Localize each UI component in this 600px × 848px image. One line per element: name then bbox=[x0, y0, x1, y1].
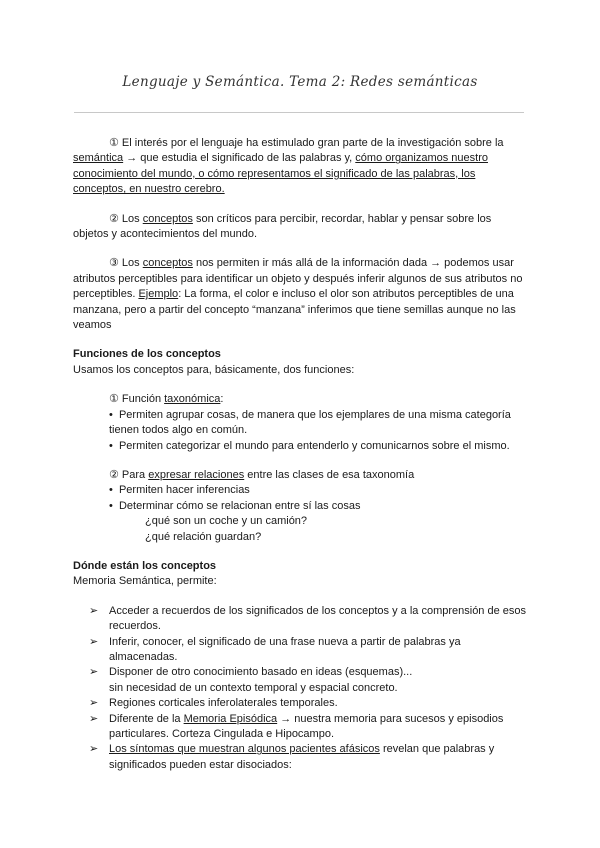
underlined-phrase: Los síntomas que muestran algunos pacientes afásicos bbox=[109, 743, 380, 756]
underlined-phrase: cómo organizamos nuestro conocimiento del mundo, o cómo representamos el significado de las palabras, los conceptos, en nuestro cerebro. bbox=[73, 152, 488, 196]
term-conceptos: conceptos bbox=[142, 212, 193, 225]
list-item: ➢ Los síntomas que muestran algunos pacientes afásicos revelan que palabras y significados pueden estar disociados: bbox=[89, 743, 495, 771]
label-ejemplo: Ejemplo bbox=[138, 288, 179, 301]
funcion-relaciones: ② Para expresar relaciones entre las clases de esa taxonomía bbox=[109, 468, 415, 481]
list-item: • Determinar cómo se relacionan entre sí las cosas bbox=[109, 499, 361, 512]
list-item: • Permiten hacer inferencias bbox=[109, 484, 250, 497]
list-item: ➢ Regiones corticales inferolaterales temporales. bbox=[73, 696, 528, 711]
arrow-bullet-icon: ➢ bbox=[89, 666, 99, 679]
page-title: Lenguaje y Semántica. Tema 2: Redes semánticas bbox=[122, 74, 478, 90]
term-expresar-relaciones: expresar relaciones bbox=[148, 468, 245, 481]
arrow-bullet-icon: ➢ bbox=[89, 743, 99, 756]
arrow-bullet-icon: ➢ bbox=[89, 697, 99, 710]
term-conceptos: conceptos bbox=[142, 257, 193, 270]
circled-number-1: ① bbox=[109, 137, 119, 149]
paragraph-2: ② Los conceptos son críticos para percibir, recordar, hablar y pensar sobre los objetos y acontecimientos del mundo. bbox=[73, 212, 492, 241]
term-memoria-episodica: Memoria Episódica bbox=[183, 712, 278, 725]
paragraph-3: ③ Los conceptos nos permiten ir más allá de la información dada → podemos usar atributos perceptibles para identificar un objeto y después inferir algunos de sus atributos no perceptibles. Ejemplo: La forma, el color e incluso el olor son atributos perceptibles de una manzana, pero a partir del concepto “manzana” inferimos que tiene semillas aunque no las veamos bbox=[73, 257, 523, 332]
term-taxonomica: taxonómica bbox=[164, 393, 221, 406]
heading-funciones: Funciones de los conceptos bbox=[73, 348, 221, 361]
circled-number-2: ② bbox=[109, 212, 119, 225]
heading-donde: Dónde están los conceptos bbox=[73, 559, 217, 572]
circled-number-3: ③ bbox=[109, 257, 119, 270]
list-item: ➢ Diferente de la Memoria Episódica → nuestra memoria para sucesos y episodios particulares. Corteza Cingulada e Hipocampo. bbox=[89, 712, 504, 740]
title-divider bbox=[74, 112, 524, 113]
funciones-intro: Usamos los conceptos para, básicamente, dos funciones: bbox=[73, 363, 355, 376]
list-item: • Permiten agrupar cosas, de manera que los ejemplares de una misma categoría tienen todos algo en común. bbox=[109, 408, 511, 437]
question-line: ¿qué relación guardan? bbox=[145, 530, 262, 543]
donde-intro: Memoria Semántica, permite: bbox=[73, 575, 217, 588]
arrow-bullet-icon: ➢ bbox=[89, 712, 99, 725]
funcion-taxonomica: ① Función taxonómica: bbox=[109, 393, 224, 406]
paragraph-1: ① El interés por el lenguaje ha estimulado gran parte de la investigación sobre la semántica → que estudia el significado de las palabras y, cómo organizamos nuestro conocimiento del mundo, o cómo representamos el significado de las palabras, los conceptos, en nuestro cerebro. bbox=[73, 137, 504, 196]
list-item: ➢ Disponer de otro conocimiento basado en ideas (esquemas)... sin necesidad de un contexto temporal y espacial concreto. bbox=[89, 666, 413, 694]
question-line: ¿qué son un coche y un camión? bbox=[145, 515, 308, 528]
list-item: • Permiten categorizar el mundo para entenderlo y comunicarnos sobre el mismo. bbox=[109, 439, 510, 452]
term-semantica: semántica bbox=[73, 152, 124, 165]
arrow-list bbox=[73, 604, 528, 773]
document-body bbox=[73, 136, 528, 773]
arrow-bullet-icon: ➢ bbox=[89, 635, 99, 648]
arrow-bullet-icon: ➢ bbox=[89, 604, 99, 617]
list-item: ➢ Inferir, conocer, el significado de una frase nueva a partir de palabras ya almacenadas. bbox=[89, 635, 461, 663]
list-item: ➢ Acceder a recuerdos de los significados de los conceptos y a la comprensión de esos recuerdos. bbox=[89, 604, 527, 633]
